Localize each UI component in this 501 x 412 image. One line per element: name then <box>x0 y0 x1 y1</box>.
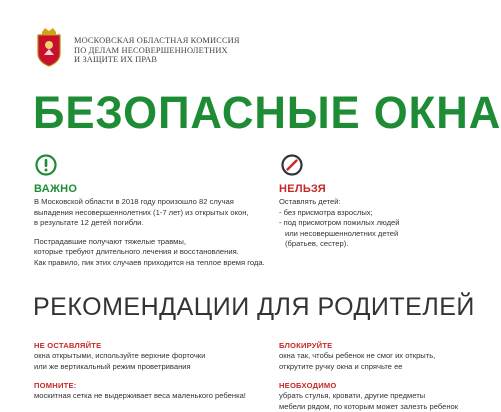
important-heading: ВАЖНО <box>34 183 78 195</box>
exclamation-circle-icon <box>35 154 57 176</box>
rec-label-dont-leave: НЕ ОСТАВЛЯЙТЕ <box>34 341 102 350</box>
rec-text-remember: москитная сетка не выдерживает веса маленького ребенка! <box>34 391 246 400</box>
coat-of-arms-icon <box>34 27 64 67</box>
rec-label-block: БЛОКИРУЙТЕ <box>279 341 333 350</box>
important-text: В Московской области в 2018 году произошло 82 случая выпадения несовершеннолетних (1-7 лет) из открытых окон, в результате 12 детей погибли. Пострадавшие получают тяжелые травмы, которые требуют длительного лечения и восстановления. Как правило, пик этих случаев приходится на теплое время года. <box>34 197 265 267</box>
rec-text-necessary: убрать стулья, кровати, другие предметы мебели рядом, по которым может залезть ребенок <box>279 391 459 411</box>
rec-label-necessary: НЕОБХОДИМО <box>279 381 337 390</box>
recommendations-title: РЕКОМЕНДАЦИИ ДЛЯ РОДИТЕЛЕЙ <box>33 293 475 321</box>
page-title: БЕЗОПАСНЫЕ ОКНА <box>33 87 501 138</box>
rec-text-block: окна так, чтобы ребенок не смог их открыть, открутите ручку окна и спрячьте ее <box>279 351 436 371</box>
forbidden-heading: НЕЛЬЗЯ <box>279 183 326 195</box>
organization-name: МОСКОВСКАЯ ОБЛАСТНАЯ КОМИССИЯ ПО ДЕЛАМ НЕСОВЕРШЕННОЛЕТНИХ И ЗАЩИТЕ ИХ ПРАВ <box>74 36 240 65</box>
forbidden-text: Оставлять детей: - без присмотра взрослых; - под присмотром пожилых людей или несовершеннолетних детей (братьев, сестер). <box>279 197 400 248</box>
rec-label-remember: ПОМНИТЕ: <box>34 381 77 390</box>
prohibited-circle-icon <box>281 154 303 176</box>
rec-text-dont-leave: окна открытыми, используйте верхние форточки или же вертикальный режим проветривания <box>34 351 206 371</box>
